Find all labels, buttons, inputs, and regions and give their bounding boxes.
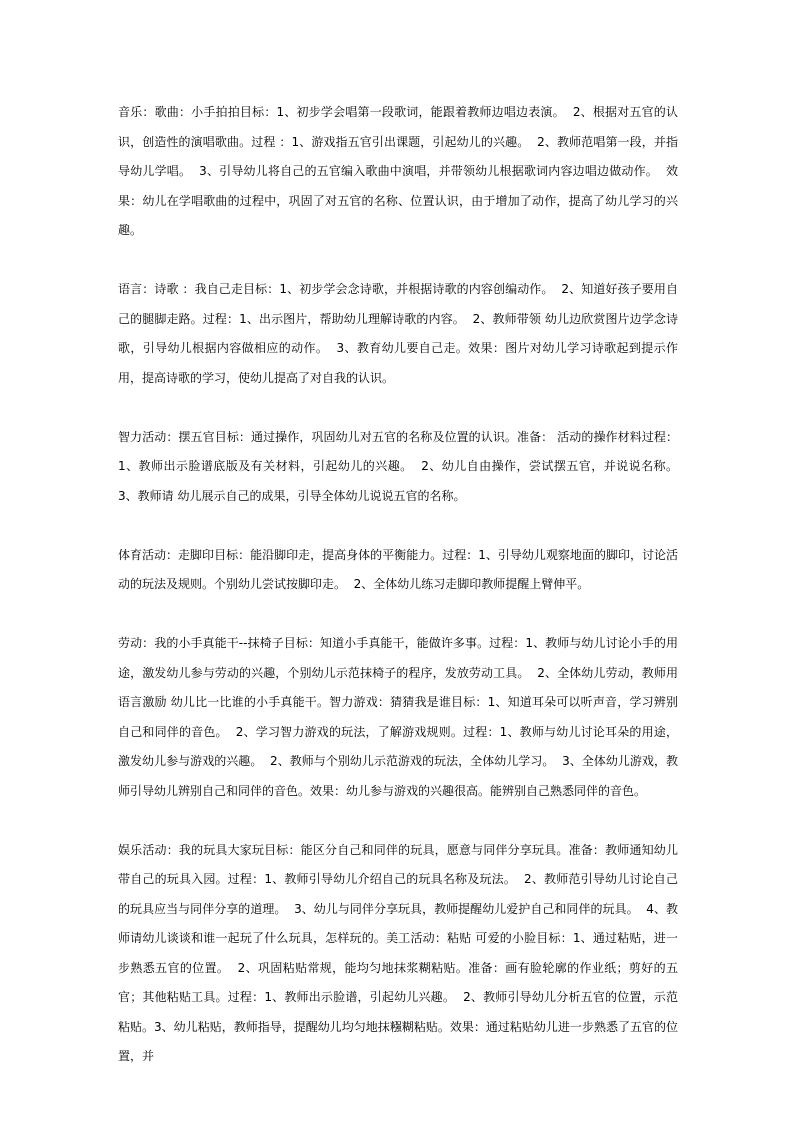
paragraph-labor: 劳动：我的小手真能干--抹椅子目标：知道小手真能干，能做许多事。过程：1、教师与幼儿讨论小手的用途，激发幼儿参与劳动的兴趣，个别幼儿示范抹椅子的程序，发放劳动工具。 2、全体幼儿劳动，教师用语言激励 幼儿比一比谁的小手真能干。智力游戏：猜猜我是谁目标：1、知道耳朵可以听声音，学习辨别自己和同伴的音色。 2、学习智力游戏的玩法，了解游戏规则。过程：1、教师与幼儿讨论耳朵的用途，激发幼儿参与游戏的兴趣。 2、教师与个别幼儿示范游戏的玩法，全体幼儿学习。 3、全体幼儿游戏，教师引导幼儿辨别自己和同伴的音色。效果：幼儿参与游戏的兴趣很高。能辨别自己熟悉同伴的音色。 — [118, 636, 678, 798]
paragraph-music: 音乐：歌曲：小手拍拍目标：1、初步学会唱第一段歌词，能跟着教师边唱边表演。 2、根据对五官的认识，创造性的演唱歌曲。过程 ：1、游戏指五官引出课题，引起幼儿的兴趣。 2、教师范唱第一段，并指导幼儿学唱。 3、引导幼儿将自己的五官编入歌曲中演唱，并带领幼儿根据歌词内容边唱边做动作。 效果：幼儿在学唱歌曲的过程中，巩固了对五官的名称、位置认识，由于增加了动作，提高了幼儿学习的兴趣。 — [118, 105, 678, 237]
document-body — [118, 98, 686, 1072]
paragraph-sports: 体育活动：走脚印目标：能沿脚印走，提高身体的平衡能力。过程：1、引导幼儿观察地面的脚印，讨论活动的玩法及规则。个别幼儿尝试按脚印走。 2、全体幼儿练习走脚印教师提醒上臂伸平。 — [118, 547, 678, 591]
paragraph-intelligence: 智力活动：摆五官目标：通过操作，巩固幼儿对五官的名称及位置的认识。准备： 活动的操作材料过程：1、教师出示脸谱底版及有关材料，引起幼儿的兴趣。 2、幼儿自由操作，尝试摆五官，并说说名称。 3、教师请 幼儿展示自己的成果，引导全体幼儿说说五官的名称。 — [118, 429, 686, 503]
paragraph-language: 语言：诗歌 ：我自己走目标：1、初步学会念诗歌，并根据诗歌的内容创编动作。 2、知道好孩子要用自己的腿脚走路。过程：1、出示图片，帮助幼儿理解诗歌的内容。 2、教师带领 幼儿边欣赏图片边学念诗歌，引导幼儿根据内容做相应的动作。 3、教育幼儿要自己走。效果：图片对幼儿学习诗歌起到提示作用，提高诗歌的学习，使幼儿提高了对自我的认识。 — [118, 282, 678, 385]
paragraph-entertainment: 娱乐活动：我的玩具大家玩目标：能区分自己和同伴的玩具，愿意与同伴分享玩具。准备：教师通知幼儿带自己的玩具入园。过程：1、教师引导幼儿介绍自己的玩具名称及玩法。 2、教师范引导幼儿讨论自己的玩具应当与同伴分享的道理。 3、幼儿与同伴分享玩具，教师提醒幼儿爱护自己和同伴的玩具。 4、教师请幼儿谈谈和谁一起玩了什么玩具，怎样玩的。美工活动：粘贴 可爱的小脸目标：1、通过粘贴，进一步熟悉五官的位置。 2、巩固粘贴常规，能均匀地抹浆糊粘贴。准备：画有脸轮廓的作业纸；剪好的五官；其他粘贴工具。过程：1、教师出示脸谱，引起幼儿兴趣。 2、教师引导幼儿分析五官的位置，示范粘贴。3、幼儿粘贴，教师指导，提醒幼儿均匀地抹糨糊粘贴。效果：通过粘贴幼儿进一步熟悉了五官的位置，并 — [118, 842, 678, 1063]
